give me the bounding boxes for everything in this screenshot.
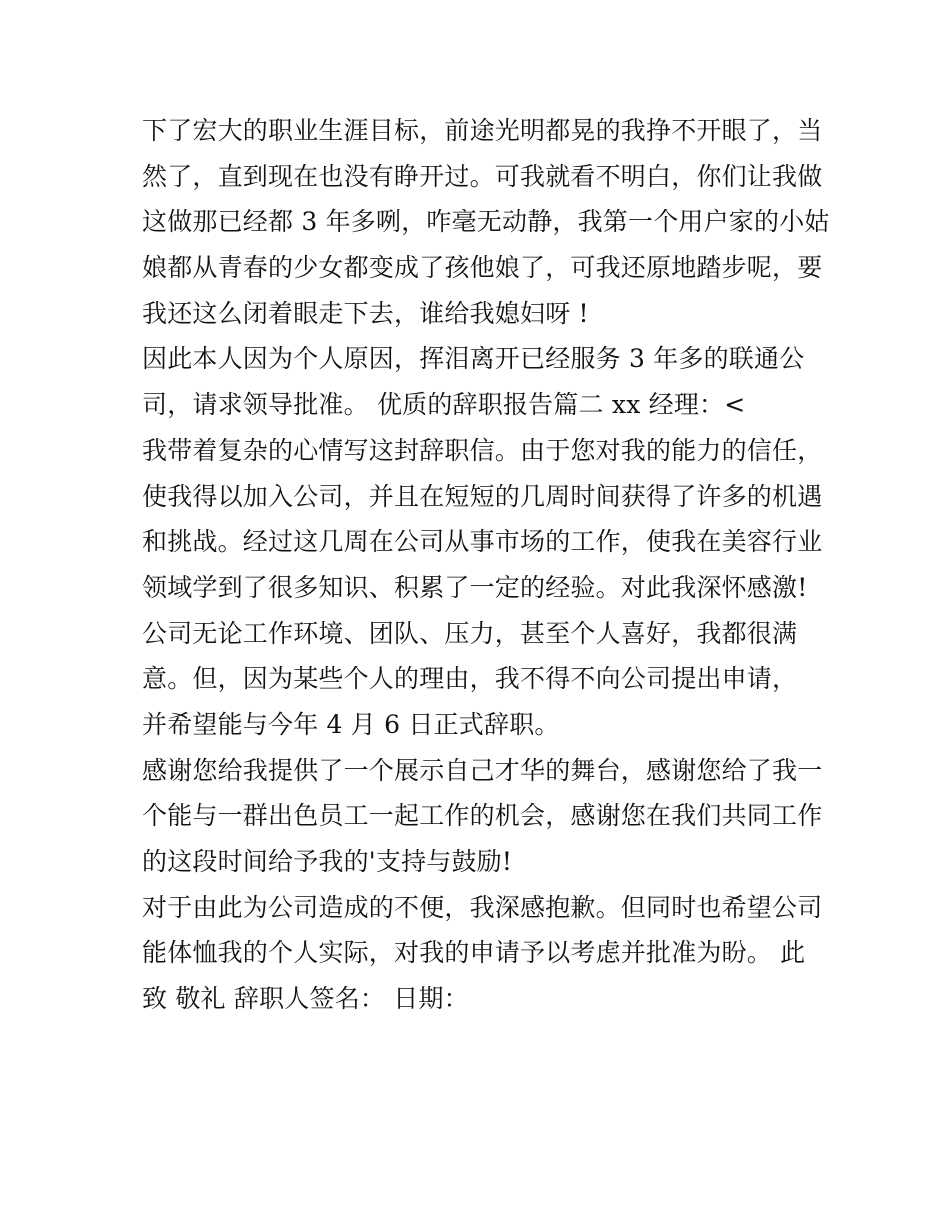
text-line: 然了，直到现在也没有睁开过。可我就看不明白，你们让我做 <box>142 161 823 191</box>
document-body <box>142 108 830 1022</box>
text-line: 因此本人因为个人原因，挥泪离开已经服务 3 年多的联通公 <box>142 344 805 374</box>
text-line: 我还这么闭着眼走下去，谁给我媳妇呀 ! <box>142 298 589 328</box>
text-line: 的这段时间给予我的'支持与鼓励! <box>142 847 513 876</box>
text-line: 能体恤我的个人实际，对我的申请予以考虑并批准为盼。 此 <box>142 938 806 968</box>
text-line: 使我得以加入公司，并且在短短的几周时间获得了许多的机遇 <box>142 481 823 511</box>
text-line: 这做那已经都 3 年多咧，咋毫无动静，我第一个用户家的小姑 <box>142 207 830 237</box>
text-line: 并希望能与今年 4 月 6 日正式辞职。 <box>142 709 560 739</box>
text-line: 和挑战。经过这几周在公司从事市场的工作，使我在美容行业 <box>142 527 823 557</box>
text-line: 对于由此为公司造成的不便，我深感抱歉。但同时也希望公司 <box>142 892 823 922</box>
text-line: 个能与一群出色员工一起工作的机会，感谢您在我们共同工作 <box>142 801 823 831</box>
text-line: 公司无论工作环境、团队、压力，甚至个人喜好，我都很满 <box>142 618 798 648</box>
text-line: 娘都从青春的少女都变成了孩他娘了，可我还原地踏步呢，要 <box>142 253 823 283</box>
text-line: 司，请求领导批准。 优质的辞职报告篇二 xx 经理：< <box>142 390 746 420</box>
text-line: 意。但，因为某些个人的理由，我不得不向公司提出申请， <box>142 664 798 694</box>
text-line: 我带着复杂的心情写这封辞职信。由于您对我的能力的信任， <box>142 435 823 465</box>
text-line: 致 敬礼 辞职人签名： 日期： <box>142 984 469 1014</box>
text-line: 下了宏大的职业生涯目标，前途光明都晃的我挣不开眼了，当 <box>142 116 823 145</box>
text-line: 感谢您给我提供了一个展示自己才华的舞台，感谢您给了我一 <box>142 755 823 785</box>
text-line: 领域学到了很多知识、积累了一定的经验。对此我深怀感激! <box>142 572 808 602</box>
